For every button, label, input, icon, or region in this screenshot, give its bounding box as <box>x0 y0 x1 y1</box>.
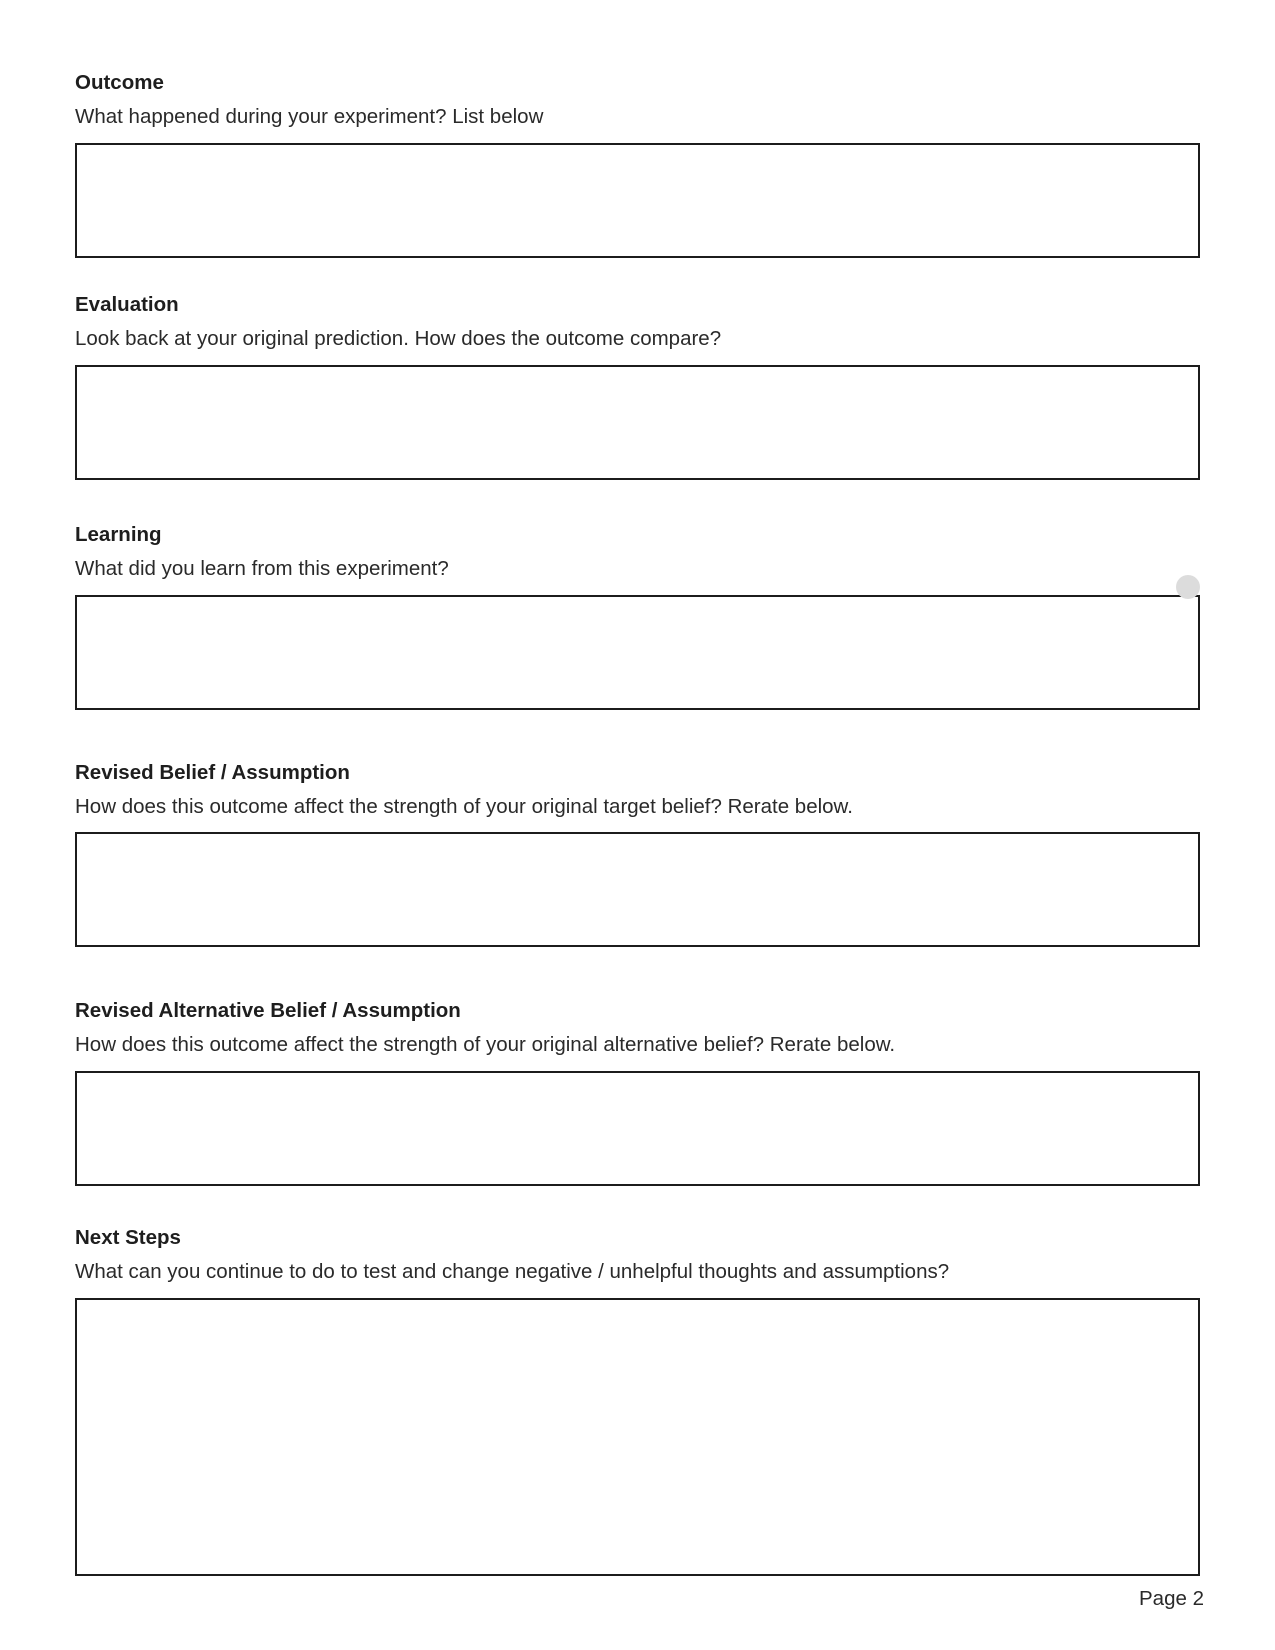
section-prompt: How does this outcome affect the strength of your original target belief? Rerate below. <box>75 795 853 818</box>
section-heading: Evaluation <box>75 293 179 316</box>
outcome-answer-field[interactable] <box>75 143 1200 258</box>
section-prompt: What can you continue to do to test and change negative / unhelpful thoughts and assumptions? <box>75 1260 950 1283</box>
revised-belief-answer-field[interactable] <box>75 832 1200 947</box>
next-steps-answer-field[interactable] <box>75 1298 1200 1576</box>
section-prompt: Look back at your original prediction. How does the outcome compare? <box>75 327 722 350</box>
section-heading: Outcome <box>75 71 164 94</box>
evaluation-answer-field[interactable] <box>75 365 1200 480</box>
learning-answer-field[interactable] <box>75 595 1200 710</box>
page-number: Page 2 <box>1139 1587 1204 1610</box>
section-heading: Learning <box>75 523 162 546</box>
revised-alternative-belief-answer-field[interactable] <box>75 1071 1200 1186</box>
section-prompt: How does this outcome affect the strength of your original alternative belief? Rerate below. <box>75 1033 896 1056</box>
section-heading: Revised Alternative Belief / Assumption <box>75 999 461 1022</box>
field-handle-dot <box>1176 575 1200 599</box>
section-prompt: What happened during your experiment? List below <box>75 105 544 128</box>
section-prompt: What did you learn from this experiment? <box>75 557 449 580</box>
section-heading: Next Steps <box>75 1226 181 1249</box>
section-heading: Revised Belief / Assumption <box>75 761 350 784</box>
